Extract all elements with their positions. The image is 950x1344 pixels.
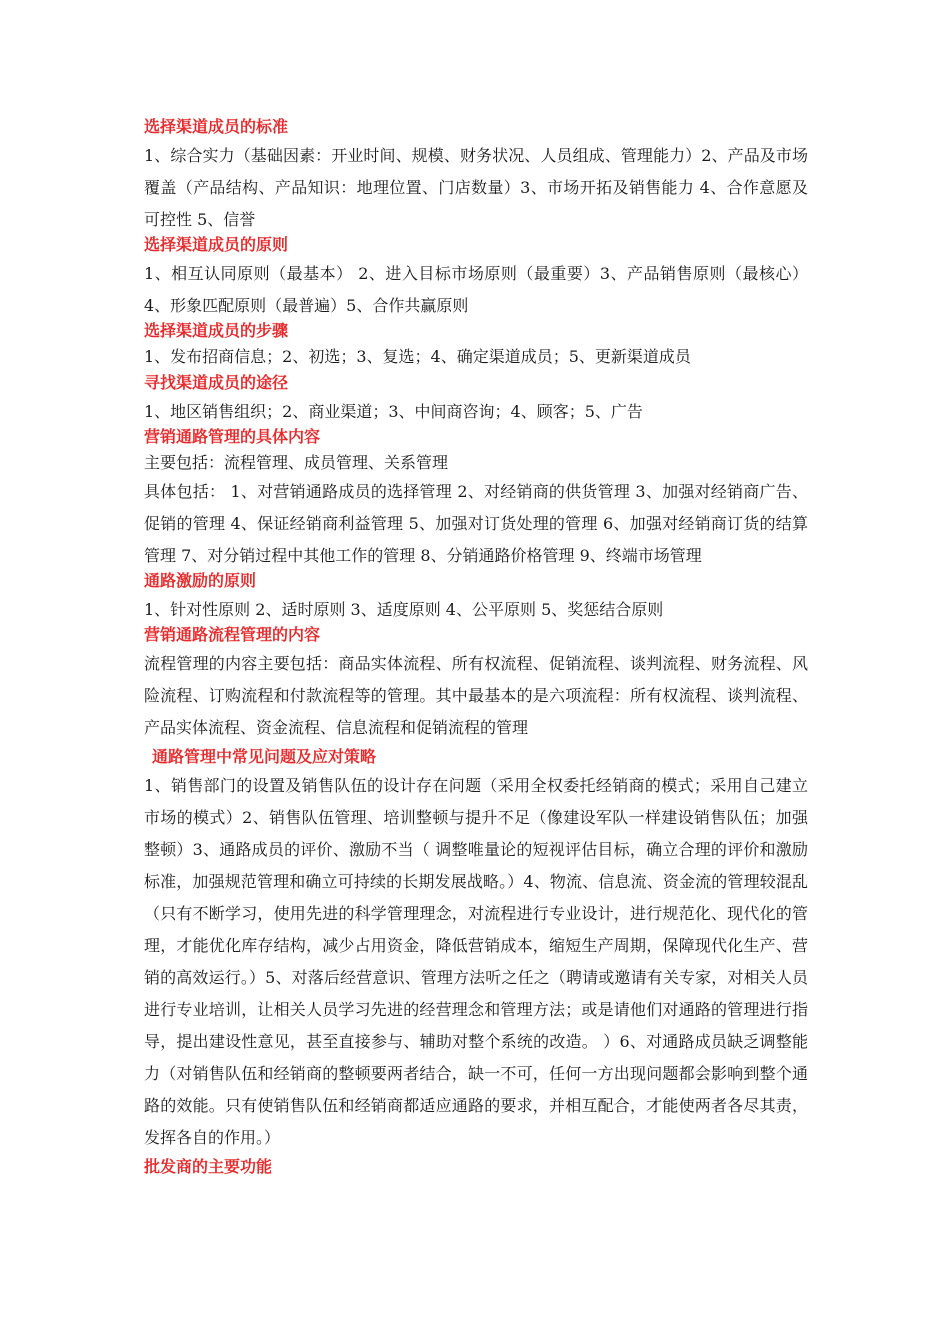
paragraph-channels: 1、地区销售组织；2、商业渠道；3、中间商咨询；4、顾客；5、广告 [144,402,643,421]
section-heading-management-content: 营销通路管理的具体内容 [144,427,321,446]
section-heading-common-problems: 通路管理中常见问题及应对策略 [152,747,377,766]
section-heading-channels: 寻找渠道成员的途径 [144,373,289,392]
paragraph-flow-management: 流程管理的内容主要包括：商品实体流程、所有权流程、促销流程、谈判流程、财务流程、风险流程、订购流程和付款流程等的管理。其中最基本的是六项流程：所有权流程、谈判流程、产品实体流程、资金流程、信息流程和促销流程的管理 [144,654,808,737]
section-heading-criteria: 选择渠道成员的标准 [144,117,289,136]
section-heading-principles: 选择渠道成员的原则 [144,235,289,254]
section-heading-flow-management: 营销通路流程管理的内容 [144,625,321,644]
paragraph-management-summary: 主要包括：流程管理、成员管理、关系管理 [144,453,449,472]
paragraph-principles: 1、相互认同原则（最基本） 2、进入目标市场原则（最重要）3、产品销售原则（最核心）4、形象匹配原则（最普遍）5、合作共赢原则 [144,264,808,315]
paragraph-criteria: 1、综合实力（基础因素：开业时间、规模、财务状况、人员组成、管理能力）2、产品及市场覆盖（产品结构、产品知识：地理位置、门店数量）3、市场开拓及销售能力 4、合作意愿及可控性 5、信誉 [144,146,808,229]
section-heading-wholesaler-functions: 批发商的主要功能 [144,1157,273,1176]
paragraph-steps: 1、发布招商信息；2、初选；3、复选；4、确定渠道成员；5、更新渠道成员 [144,347,691,366]
section-heading-incentive: 通路激励的原则 [144,571,257,590]
paragraph-incentive: 1、针对性原则 2、适时原则 3、适度原则 4、公平原则 5、奖惩结合原则 [144,600,664,619]
document-page [144,114,808,1180]
paragraph-management-details: 具体包括： 1、对营销通路成员的选择管理 2、对经销商的供货管理 3、加强对经销商广告、促销的管理 4、保证经销商利益管理 5、加强对订货处理的管理 6、加强对经销商订货的结算管理 7、对分销过程中其他工作的管理 8、分销通路价格管理 9、终端市场管理 [144,482,808,565]
paragraph-common-problems: 1、销售部门的设置及销售队伍的设计存在问题（采用全权委托经销商的模式；采用自己建立市场的模式）2、销售队伍管理、培训整顿与提升不足（像建设军队一样建设销售队伍；加强整顿）3、通路成员的评价、激励不当（ 调整唯量论的短视评估目标，确立合理的评价和激励标准，加强规范管理和确立可持续的长期发展战略。）4、物流、信息流、资金流的管理较混乱（只有不断学习，使用先进的科学管理理念，对流程进行专业设计，进行规范化、现代化的管理，才能优化库存结构，减少占用资金，降低营销成本，缩短生产周期，保障现代化生产、营销的高效运行。）5、对落后经营意识、管理方法听之任之（聘请或邀请有关专家，对相关人员进行专业培训，让相关人员学习先进的经营理念和管理方法；或是请他们对通路的管理进行指导，提出建设性意见，甚至直接参与、辅助对整个系统的改造。 ）6、对通路成员缺乏调整能力（对销售队伍和经销商的整顿要两者结合，缺一不可，任何一方出现问题都会影响到整个通路的效能。只有使销售队伍和经销商都适应通路的要求，并相互配合，才能使两者各尽其责，发挥各自的作用。） [144,776,808,1147]
section-heading-steps: 选择渠道成员的步骤 [144,321,289,340]
